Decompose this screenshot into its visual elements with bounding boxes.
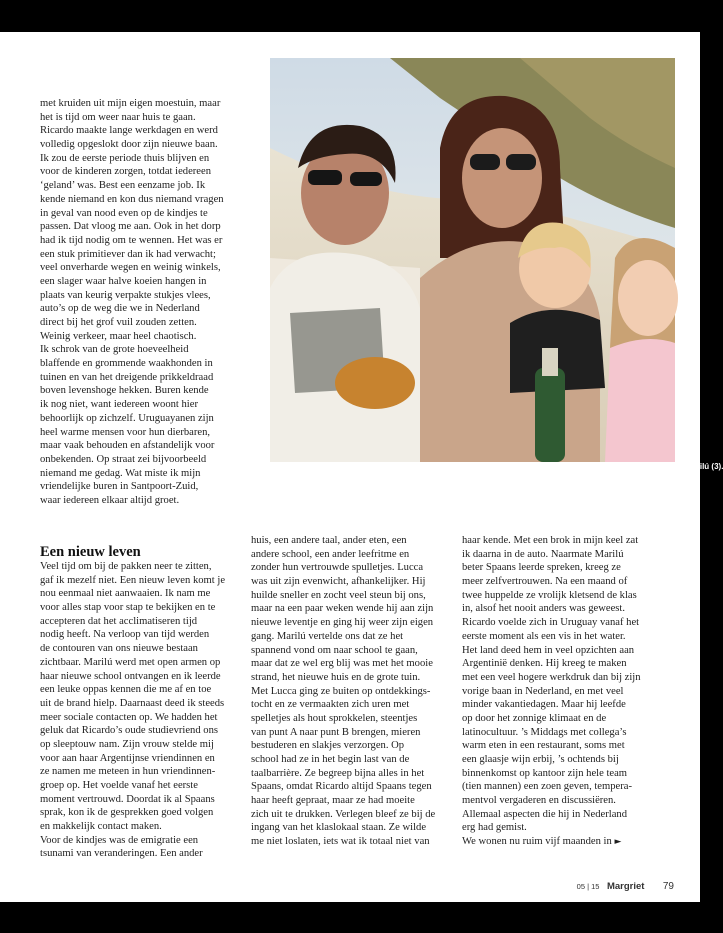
text-line: haar nieuwe school ontvangen en ik leerde <box>40 670 221 682</box>
text-line: op door het zonnige klimaat en de <box>462 712 607 724</box>
text-line: het is tijd om weer naar huis te gaan. <box>40 111 196 123</box>
text-line: auto’s op de weg die we in Nederland <box>40 303 200 315</box>
text-line: Met Lucca ging ze buiten op ontdekkings- <box>251 685 431 697</box>
text-line: geluk dat Ricardo’s oude studievriend ons <box>40 725 218 737</box>
text-line: behoorlijk op zichzelf. Uruguayanen zijn <box>40 412 214 424</box>
text-line: volledig opgeslokt door zijn nieuwe baan. <box>40 139 218 151</box>
text-line: vriendelijke buren in Santpoort-Zuid, <box>40 481 199 493</box>
text-line: ‘geland’ was. Best een eenzame job. Ik <box>40 180 206 192</box>
text-line: de contouren van ons nieuwe bestaan <box>40 643 198 655</box>
text-line: plaats van keurig verpakte stukjes vlees, <box>40 289 211 301</box>
text-line: maar na een paar weken wende hij aan zijn <box>251 603 434 615</box>
text-line: zonder hun vertrouwde spulletjes. Lucca <box>251 562 424 574</box>
text-line: (tien mannen) een zoen geven, tempera- <box>462 781 633 793</box>
text-line: erg had gemist. <box>462 822 527 834</box>
text-line: haar kende. Met een brok in mijn keel zat <box>462 535 639 546</box>
text-line: ik nog niet, want iedereen woont hier <box>40 399 198 411</box>
text-line: voor alles stap voor stap te bekijken en te <box>40 602 216 614</box>
text-line: heel warme mensen voor hun dierbaren, <box>40 426 211 438</box>
family-photo-illustration <box>270 58 675 462</box>
text-line: boven levenshoge hekken. Buren kende <box>40 385 209 397</box>
text-line: maar vaak behouden en afstandelijk voor <box>40 440 215 452</box>
section-heading: Een nieuw leven <box>40 544 141 560</box>
text-line: mentvol vergaderen en discussiëren. <box>462 795 616 807</box>
body-column-2 <box>251 534 435 849</box>
text-line: minder vakantiedagen. Maar hij leefde <box>462 699 626 711</box>
text-line: latinocultuur. ’s Middags met collega’s <box>462 726 627 738</box>
family-photo <box>270 58 723 471</box>
text-line: huis, een andere taal, ander eten, een <box>251 535 407 546</box>
text-line: me niet loslaten, iets wat ik totaal niet van <box>251 836 430 848</box>
text-line: en makkelijk contact maken. <box>40 821 162 833</box>
body-column-3 <box>462 534 641 849</box>
text-line: ze namen me meteen in hun vriendinnen- <box>40 766 216 778</box>
text-line: een leuke oppas kennen die me af en toe <box>40 684 212 696</box>
text-line: groep op. Het voelde vanaf het eerste <box>40 780 198 791</box>
intro-column <box>40 97 224 508</box>
text-line: taalbarrière. Ze begreep bijna alles in het <box>251 767 425 779</box>
text-line: Allemaal aspecten die hij in Nederland <box>462 808 628 820</box>
text-line: moment vertrouwd. Doordat ik al Spaans <box>40 793 215 805</box>
text-line: uit de brand hielp. Daarnaast deed ik steeds <box>40 697 225 709</box>
text-line: andere school, een ander leefritme en <box>251 548 410 560</box>
text-line: in, alsof het nooit anders was geweest. <box>462 603 625 615</box>
text-line: maar dat ze wel erg blij was met het mooie <box>251 658 433 670</box>
text-line: Veel tijd om bij de pakken neer te zitten, <box>40 561 212 572</box>
text-line: voor de kinderen zorgen, totdat iedereen <box>40 166 211 178</box>
text-line: gang. Marilú vertelde ons dat ze het <box>251 630 404 642</box>
text-line: meer sociale contacten op. We hadden het <box>40 711 218 723</box>
text-line: in geval van nood even op de kindjes te <box>40 207 208 219</box>
text-line: ik daarna in de auto. Naarmate Marilú <box>462 548 624 560</box>
text-line: van punt A naar punt B brengen, mieren <box>251 726 421 738</box>
text-line: voor aan haar Argentijnse vriendinnen en <box>40 752 215 764</box>
magazine-name: Margriet <box>606 881 645 892</box>
text-line: met een veel hogere werkdruk dan bij zijn <box>462 671 641 683</box>
magazine-page <box>0 32 723 902</box>
photo-caption: V.l.n.r.: Ricardo, Lara, Lucca (1) en Marilú (3). <box>553 462 723 471</box>
text-line: nieuwe leventje en ging hij weer zijn eigen <box>251 617 434 629</box>
text-line: Weinig verkeer, maar heel chaotisch. <box>40 330 197 342</box>
text-line: Ricardo voelde zich in Uruguay vanaf het <box>462 617 640 629</box>
continue-arrow-icon: ► <box>614 837 622 848</box>
text-line: vorige baan in Nederland, en met veel <box>462 685 624 697</box>
text-line: direct bij het grof vuil zouden zetten. <box>40 317 197 328</box>
text-line: veel onverharde wegen en weinig winkels, <box>40 262 221 274</box>
text-line: nou eenmaal niet aanwaaien. Ik nam me <box>40 588 211 600</box>
text-line: Argentinië denken. Hij kreeg te maken <box>462 658 627 670</box>
text-line: niemand me gedag. Wat miste ik mijn <box>40 467 201 479</box>
text-line: meer zelfvertrouwen. Na een maand of <box>462 576 628 588</box>
text-line: tuinen en van het dreigende prikkeldraad <box>40 371 214 383</box>
text-line: ingang van het klaslokaal staan. Ze wilde <box>251 822 427 834</box>
text-line: waar iedereen elkaar altijd groet. <box>40 494 180 506</box>
text-line: was uit zijn evenwicht, afhankelijker. Hij <box>251 576 426 588</box>
text-line: kende niemand en kon dus niemand vragen <box>40 193 224 205</box>
text-line: op sleeptouw nam. Zijn vrouw stelde mij <box>40 738 214 750</box>
text-line: tsunami van veranderingen. Een ander <box>40 848 203 860</box>
text-line: bestuderen en slakjes verzorgen. Op <box>251 740 405 752</box>
text-line: blaffende en grommende waakhonden in <box>40 358 213 370</box>
text-line: huilde sneller en zocht veel steun bij ons, <box>251 589 426 601</box>
body-column-1 <box>40 544 225 861</box>
text-line: zichtbaar. Marilú werd met open armen op <box>40 656 221 668</box>
issue-number: 05 | 15 <box>576 882 600 891</box>
page-number: 79 <box>662 881 674 892</box>
text-line: warm eten in een restaurant, soms met <box>462 740 625 752</box>
last-text-line <box>462 835 641 849</box>
text-line: met kruiden uit mijn eigen moestuin, maar <box>40 98 221 109</box>
text-line: Voor de kindjes was de emigratie een <box>40 834 199 846</box>
text-line: nodig heeft. Na verloop van tijd werden <box>40 629 210 641</box>
text-line: twee huppelde ze vrolijk kletsend de klas <box>462 589 637 601</box>
text-line: tocht en ze vermaakten zich uren met <box>251 699 410 711</box>
text-line: Het land deed hem in veel opzichten aan <box>462 644 635 656</box>
text-line: had ik tijd nodig om te wennen. Het was er <box>40 234 223 246</box>
text-line: Ik zou de eerste periode thuis blijven en <box>40 152 210 164</box>
text-line: Spaans, omdat Ricardo altijd Spaans tegen <box>251 781 432 793</box>
text-line: spelletjes als hout sprokkelen, steentjes <box>251 712 418 724</box>
text-line: onbekenden. Op straat zei bijvoorbeeld <box>40 453 207 465</box>
text-line: een slager waar halve koeien hangen in <box>40 275 207 287</box>
text-line: haar heeft gepraat, maar ze had moeite <box>251 795 415 807</box>
text-line: spannend vond om naar school te gaan, <box>251 644 418 656</box>
text-line: eerste moment als een vis in het water. <box>462 630 626 642</box>
text-line: een glaasje wijn erbij, ’s ochtends bij <box>462 754 619 765</box>
text-line: een stuk primitiever dan ik had verwacht; <box>40 248 216 260</box>
text-line: accepteren dat het acclimatiseren tijd <box>40 615 198 627</box>
text-line: zich uit te drukken. Verlegen bleef ze bij de <box>251 808 436 820</box>
text-line: Ricardo maakte lange werkdagen en werd <box>40 125 218 137</box>
text-line: binnenkomst op kantoor zijn hele team <box>462 767 628 779</box>
page-footer <box>577 876 674 894</box>
text-line: Ik schrok van de grote hoeveelheid <box>40 344 189 356</box>
text-line: sprak, kon ik de gesprekken goed volgen <box>40 807 214 819</box>
text-line: We wonen nu ruim vijf maanden in <box>462 836 612 848</box>
text-line: gaf ik mezelf niet. Een nieuw leven komt je <box>40 574 226 586</box>
text-line: school had ze in het begin last van de <box>251 754 410 765</box>
text-line: strand, het nieuwe huis en de grote tuin. <box>251 671 421 683</box>
text-line: beter Spaans leerde spreken, kreeg ze <box>462 562 621 574</box>
text-line: passen. Dat vloog me aan. Ook in het dorp <box>40 221 221 233</box>
